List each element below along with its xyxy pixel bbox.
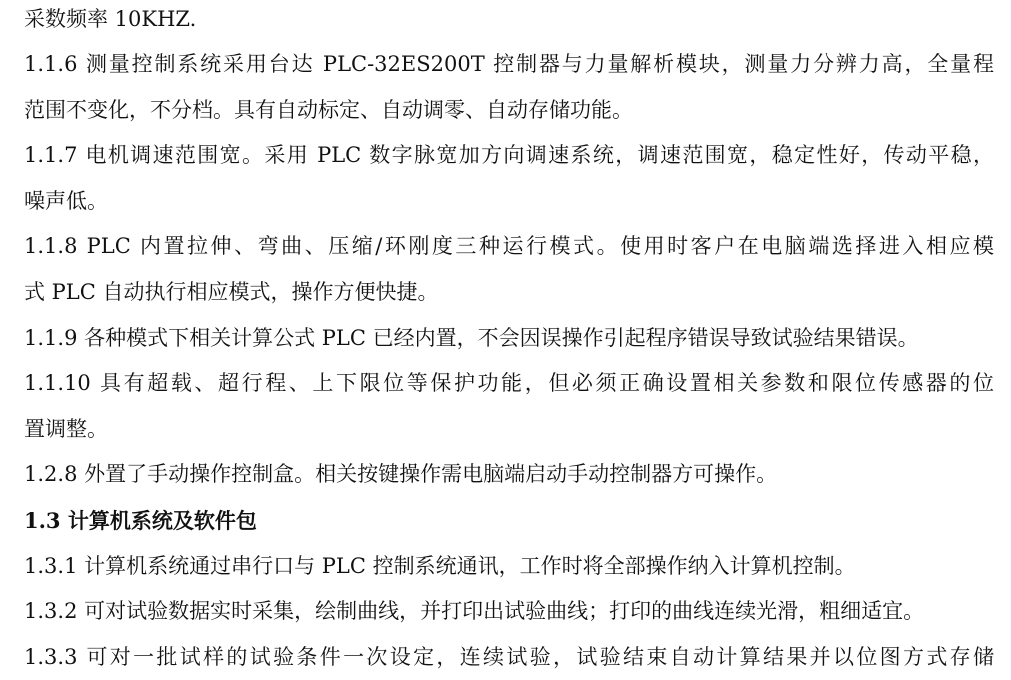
item-1-1-6-line-1: 1.1.6 测量控制系统采用台达 PLC-32ES200T 控制器与力量解析模块，测量力分辨力高，全量程 bbox=[24, 52, 994, 76]
section-heading-1-3: 1.3 计算机系统及软件包 bbox=[24, 507, 257, 533]
item-1-1-8-line-1: 1.1.8 PLC 内置拉伸、弯曲、压缩/环刚度三种运行模式。使用时客户在电脑端选择进入相应模 bbox=[24, 234, 994, 259]
text-line: 采数频率 10KHZ. bbox=[24, 7, 197, 31]
item-1-3-3-line-1: 1.3.3 可对一批试样的试验条件一次设定，连续试验，试验结束自动计算结果并以位图方式存储 bbox=[24, 644, 994, 669]
item-1-2-8-line-1: 1.2.8 外置了手动操作控制盒。相关按键操作需电脑端启动手动控制器方可操作。 bbox=[24, 462, 778, 487]
item-1-1-8-line-2: 式 PLC 自动执行相应模式，操作方便快捷。 bbox=[24, 279, 439, 304]
item-1-3-1-line-1: 1.3.1 计算机系统通过串行口与 PLC 控制系统通讯，工作时将全部操作纳入计算机控制。 bbox=[24, 553, 856, 578]
document-body bbox=[24, 0, 994, 680]
item-1-1-7-line-1: 1.1.7 电机调速范围宽。采用 PLC 数字脉宽加方向调速系统，调速范围宽，稳定性好，传动平稳， bbox=[24, 143, 994, 168]
item-1-1-10-line-1: 1.1.10 具有超载、超行程、上下限位等保护功能，但必须正确设置相关参数和限位传感器的位 bbox=[24, 371, 994, 396]
item-1-1-6-line-2: 范围不变化，不分档。具有自动标定、自动调零、自动存储功能。 bbox=[24, 97, 633, 122]
item-1-3-2-line-1: 1.3.2 可对试验数据实时采集，绘制曲线，并打印出试验曲线；打印的曲线连续光滑，粗细适宜。 bbox=[24, 599, 925, 624]
item-1-1-10-line-2: 置调整。 bbox=[24, 416, 108, 441]
item-1-1-7-line-2: 噪声低。 bbox=[24, 188, 108, 213]
item-1-1-9-line-1: 1.1.9 各种模式下相关计算公式 PLC 已经内置，不会因误操作引起程序错误导致试验结果错误。 bbox=[24, 325, 919, 350]
